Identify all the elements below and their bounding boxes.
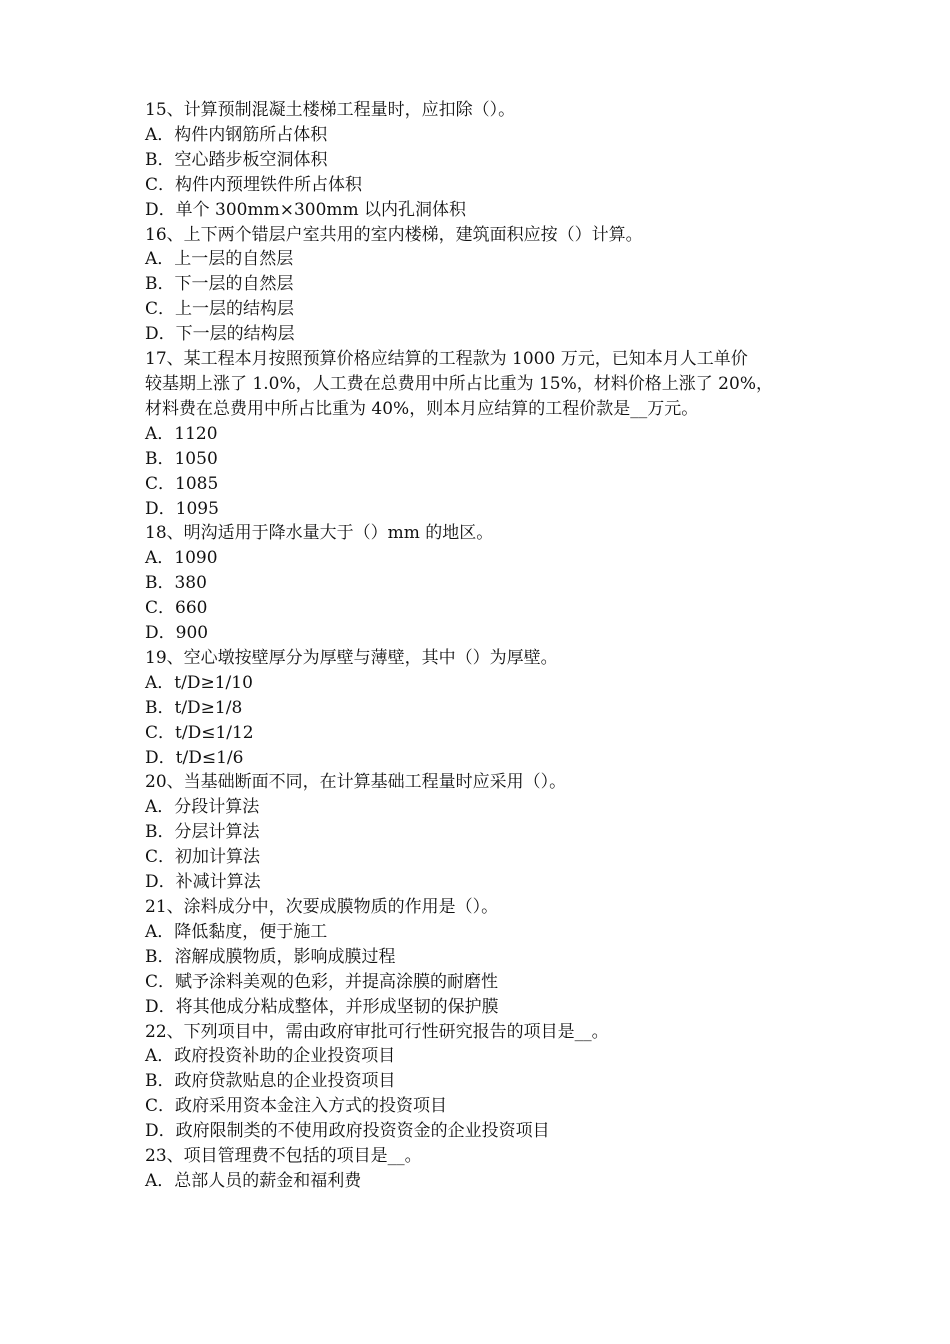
option-a: A．t/D≥1/10 [145,672,253,693]
option-d: D．t/D≤1/6 [145,747,244,768]
option-d: D．900 [145,623,209,644]
option-a: A．总部人员的薪金和福利费 [145,1170,362,1191]
option-c: C．初加计算法 [145,847,261,868]
question-list [145,98,815,1194]
option-b: B．t/D≥1/8 [145,697,243,718]
question-17 [145,347,815,521]
question-19 [145,646,815,771]
option-a: A．降低黏度，便于施工 [145,921,328,942]
option-d: D．补减计算法 [145,872,261,893]
question-stem: 18、明沟适用于降水量大于（）mm 的地区。 [145,523,494,544]
option-a: A．上一层的自然层 [145,249,294,270]
option-d: D．单个 300mm×300mm 以内孔洞体积 [145,199,467,220]
question-stem: 19、空心墩按壁厚分为厚壁与薄壁，其中（）为厚壁。 [145,647,558,668]
question-22 [145,1020,815,1145]
option-a: A．1090 [145,548,218,569]
option-b: B．分层计算法 [145,822,260,843]
question-23 [145,1144,815,1194]
question-16 [145,223,815,348]
option-d: D．将其他成分粘成整体，并形成坚韧的保护膜 [145,996,499,1017]
question-stem: 15、计算预制混凝土楼梯工程量时，应扣除（）。 [145,100,516,120]
option-a: A．1120 [145,423,218,444]
question-stem: 23、项目管理费不包括的项目是__。 [145,1146,422,1167]
question-18 [145,521,815,646]
option-a: A．政府投资补助的企业投资项目 [145,1046,396,1067]
option-b: B．380 [145,573,207,594]
option-a: A．构件内钢筋所占体积 [145,124,328,145]
option-c: C．上一层的结构层 [145,299,295,320]
option-c: C．政府采用资本金注入方式的投资项目 [145,1096,448,1117]
option-d: D．1095 [145,498,219,519]
option-d: D．政府限制类的不使用政府投资资金的企业投资项目 [145,1121,550,1142]
option-d: D．下一层的结构层 [145,324,295,345]
question-stem: 21、涂料成分中，次要成膜物质的作用是（）。 [145,897,499,917]
option-b: B．空心踏步板空洞体积 [145,149,328,170]
question-stem-line-1: 17、某工程本月按照预算价格应结算的工程款为 1000 万元，已知本月人工单价 [145,349,748,370]
option-c: C．1085 [145,473,219,494]
option-b: B．政府贷款贴息的企业投资项目 [145,1071,396,1092]
option-c: C．赋予涂料美观的色彩，并提高涂膜的耐磨性 [145,971,499,992]
option-a: A．分段计算法 [145,797,260,818]
question-stem: 16、上下两个错层户室共用的室内楼梯，建筑面积应按（）计算。 [145,224,643,245]
question-stem-line-3: 材料费在总费用中所占比重为 40%，则本月应结算的工程价款是__万元。 [145,398,699,419]
question-stem: 22、下列项目中，需由政府审批可行性研究报告的项目是__。 [145,1021,609,1042]
question-21 [145,895,815,1020]
question-15 [145,98,815,223]
question-stem-line-2: 较基期上涨了 1.0%，人工费在总费用中所占比重为 15%，材料价格上涨了 20%， [145,373,773,394]
option-b: B．下一层的自然层 [145,274,294,295]
option-c: C．构件内预埋铁件所占体积 [145,174,363,195]
option-c: C．t/D≤1/12 [145,722,254,743]
option-c: C．660 [145,598,208,619]
option-b: B．1050 [145,448,218,469]
question-20 [145,770,815,895]
option-b: B．溶解成膜物质，影响成膜过程 [145,946,396,967]
question-stem: 20、当基础断面不同，在计算基础工程量时应采用（）。 [145,772,567,793]
